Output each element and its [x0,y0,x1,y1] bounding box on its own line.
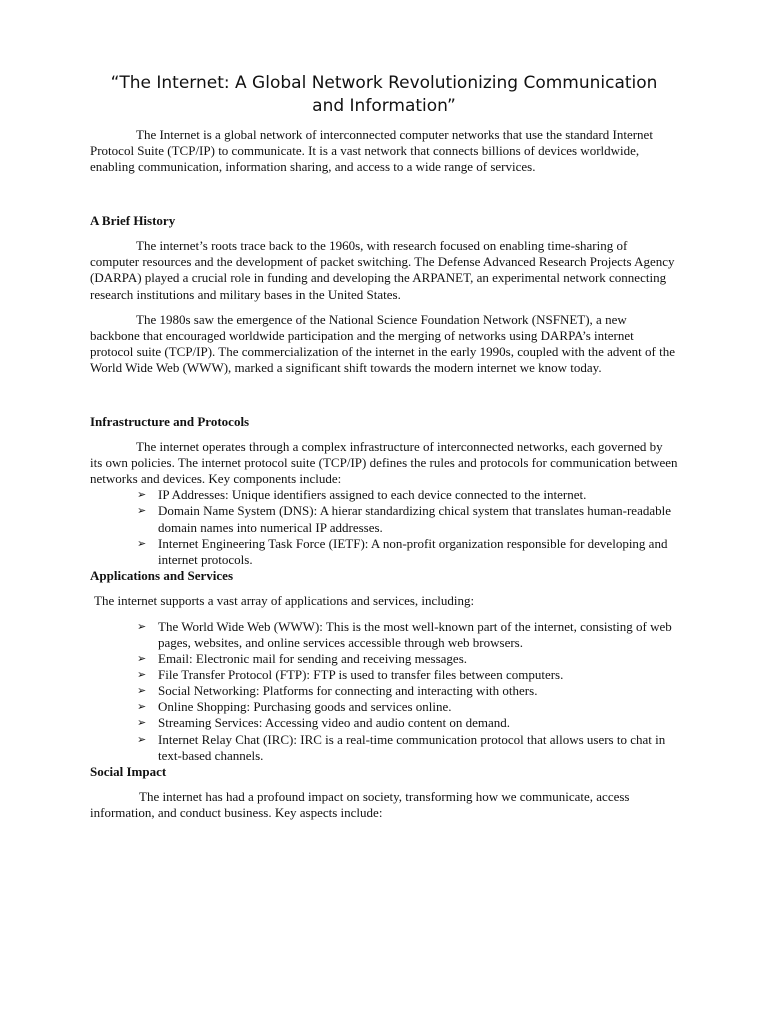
applications-list [90,619,678,764]
infrastructure-list [90,487,678,567]
arrow-bullet-icon: ➢ [137,668,147,682]
section-applications [90,568,678,764]
list-item-text: Streaming Services: Accessing video and audio content on demand. [158,715,510,731]
section-heading-history: A Brief History [90,213,176,229]
history-paragraph-1: The internet’s roots trace back to the 1960s, with research focused on enabling time-sharing of computer resources and the development of packet switching. The Defense Advanced Research Projects Agency (DARPA) played a crucial role in funding and developing the ARPANET, an experimental network connecting research institutions and military bases in the United States. [90,238,675,302]
list-item-text: The World Wide Web (WWW): This is the most well-known part of the internet, consisting of web pages, websites, and online services accessible through web browsers. [158,618,672,650]
section-heading-infrastructure: Infrastructure and Protocols [90,414,250,430]
list-item [137,619,678,651]
arrow-bullet-icon: ➢ [137,504,147,518]
list-item [137,503,678,535]
section-heading-applications: Applications and Services [90,567,234,583]
applications-lead: The internet supports a vast array of applications and services, including: [94,592,475,608]
list-item [137,683,678,699]
list-item [137,487,678,503]
section-infrastructure [90,414,678,568]
list-item [137,715,678,731]
list-item [137,732,678,764]
history-paragraph-2: The 1980s saw the emergence of the National Science Foundation Network (NSFNET), a new backbone that encouraged worldwide participation and the merging of networks using DARPA’s internet protocol suite (TCP/IP). The commercialization of the internet in the early 1990s, coupled with the advent of the World Wide Web (WWW), marked a significant shift towards the modern internet we know today. [90,311,675,375]
arrow-bullet-icon: ➢ [137,488,147,502]
list-item-text: Social Networking: Platforms for connecting and interacting with others. [158,683,538,699]
arrow-bullet-icon: ➢ [137,619,147,633]
section-heading-social-impact: Social Impact [90,763,167,779]
list-item-text: IP Addresses: Unique identifiers assigned to each device connected to the internet. [158,487,587,503]
arrow-bullet-icon: ➢ [137,716,147,730]
section-history [90,213,678,376]
list-item [137,667,678,683]
list-item-text: Online Shopping: Purchasing goods and services online. [158,699,452,715]
arrow-bullet-icon: ➢ [137,732,147,746]
intro-paragraph: The Internet is a global network of interconnected computer networks that use the standard Internet Protocol Suite (TCP/IP) to communicate. It is a vast network that connects billions of devices worldwide, enabling communication, information sharing, and access to a wide range of services. [90,127,653,175]
list-item-text: Internet Engineering Task Force (IETF): A non-profit organization responsible for developing and internet protocols. [158,535,668,567]
list-item [137,699,678,715]
document-title: “The Internet: A Global Network Revolutionizing Communication and Information” [110,73,658,116]
list-item-text: Internet Relay Chat (IRC): IRC is a real-time communication protocol that allows users to chat in text-based channels. [158,731,666,763]
list-item-text: File Transfer Protocol (FTP): FTP is used to transfer files between computers. [158,667,564,683]
infrastructure-paragraph: The internet operates through a complex infrastructure of interconnected networks, each governed by its own policies. The internet protocol suite (TCP/IP) defines the rules and protocols for communication between networks and devices. Key components include: [90,439,678,487]
arrow-bullet-icon: ➢ [137,652,147,666]
list-item-text: Domain Name System (DNS): A hierar standardizing chical system that translates human-readable domain names into numerical IP addresses. [158,503,671,535]
list-item-text: Email: Electronic mail for sending and receiving messages. [158,651,468,667]
arrow-bullet-icon: ➢ [137,700,147,714]
arrow-bullet-icon: ➢ [137,684,147,698]
list-item [137,536,678,568]
social-impact-paragraph: The internet has had a profound impact on society, transforming how we communicate, access information, and conduct business. Key aspects include: [90,788,630,820]
section-social-impact [90,764,678,821]
list-item [137,651,678,667]
arrow-bullet-icon: ➢ [137,536,147,550]
